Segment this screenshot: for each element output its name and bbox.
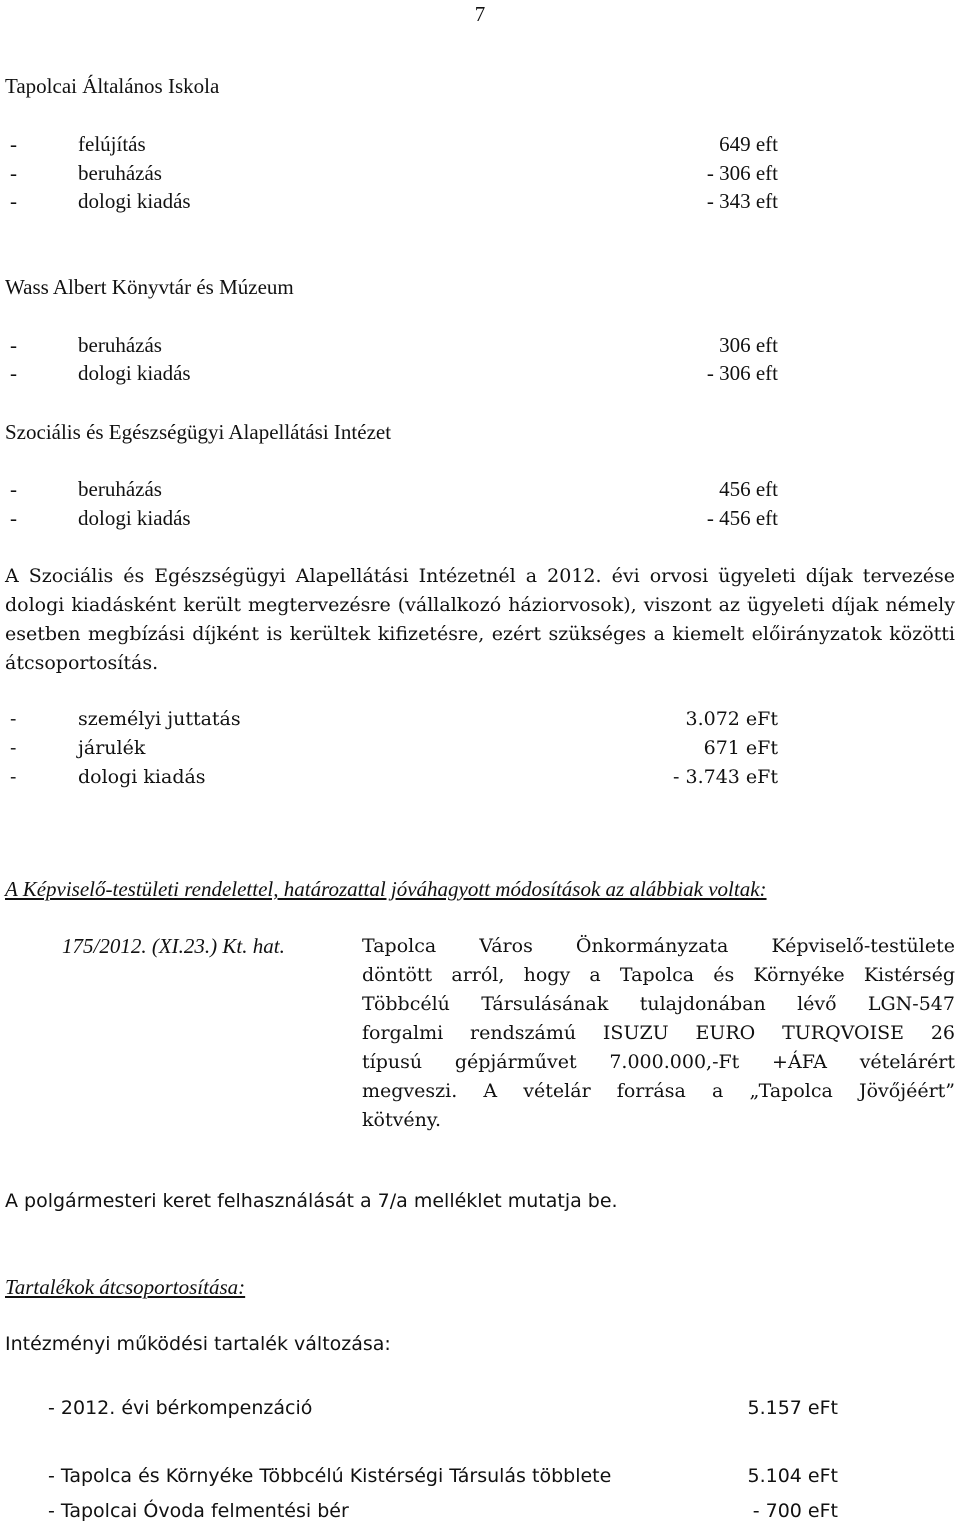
decision-line: forgalmi rendszámú ISUZU EURO TURQVOISE 26 xyxy=(362,1022,955,1044)
reserve-value: - 700 eFt xyxy=(752,1500,838,1522)
reserve-label: - Tapolca és Környéke Többcélú Kistérségi Társulás többlete xyxy=(48,1465,612,1487)
item-value: - 3.743 eFt xyxy=(673,766,778,788)
paragraph-social-institute: A Szociális és Egészségügyi Alapellátási Intézetnél a 2012. évi orvosi ügyeleti díjak tervezése dologi kiadásként került megtervezésre (vállalkozó háziorvosok), viszont az ügyeleti díjak némely esetben megbízási díjként is kerültek kifizetésre, ezért szükséges a kiemelt előirányzatok közötti átcsoportosítás. xyxy=(5,565,955,674)
item-value: 3.072 eFt xyxy=(685,708,778,730)
section-heading-library: Wass Albert Könyvtár és Múzeum xyxy=(5,275,294,299)
decision-line: kötvény. xyxy=(362,1109,442,1131)
item-dash: - xyxy=(10,333,17,357)
decision-reference: 175/2012. (XI.23.) Kt. hat. xyxy=(62,934,285,958)
list-item xyxy=(10,359,778,388)
item-dash: - xyxy=(10,132,17,156)
decision-text xyxy=(362,932,955,1135)
institutional-reserve-label: Intézményi működési tartalék változása: xyxy=(5,1333,391,1355)
item-label: dologi kiadás xyxy=(78,506,191,530)
item-label: személyi juttatás xyxy=(78,708,241,730)
decision-line: Többcélú Társulásának tulajdonában lévő LGN-547 xyxy=(362,993,955,1015)
item-value: - 343 eft xyxy=(706,189,778,213)
item-label: dologi kiadás xyxy=(78,189,191,213)
item-value: 306 eft xyxy=(719,333,778,357)
item-value: - 306 eft xyxy=(706,161,778,185)
item-label: felújítás xyxy=(78,132,146,156)
decision-line: típusú gépjárművet 7.000.000,-Ft +ÁFA vételárért xyxy=(362,1051,955,1073)
decision-line: megveszi. A vételár forrása a „Tapolca Jövőjéért” xyxy=(362,1080,955,1102)
item-value: - 456 eft xyxy=(706,506,778,530)
item-label: dologi kiadás xyxy=(78,766,206,788)
reserve-value: 5.157 eFt xyxy=(747,1397,838,1419)
item-value: 671 eFt xyxy=(703,737,778,759)
list-item xyxy=(10,504,778,533)
page-number: 7 xyxy=(474,2,486,26)
item-value: 649 eft xyxy=(719,132,778,156)
item-label: járulék xyxy=(78,737,146,759)
list-item xyxy=(10,159,778,188)
list-item xyxy=(10,475,778,504)
item-label: beruházás xyxy=(78,333,162,357)
list-item xyxy=(10,734,778,763)
item-value: 456 eft xyxy=(719,477,778,501)
list-item xyxy=(10,331,778,360)
list-item xyxy=(10,763,778,792)
mayor-frame-text: A polgármesteri keret felhasználását a 7/a melléklet mutatja be. xyxy=(5,1190,618,1212)
decision-line: Tapolca Város Önkormányzata Képviselő-testülete xyxy=(362,935,955,957)
reserve-label: - 2012. évi bérkompenzáció xyxy=(48,1397,313,1419)
item-dash: - xyxy=(10,506,17,530)
list-item xyxy=(10,187,778,216)
list-item xyxy=(0,1394,838,1423)
modifications-heading: A Képviselő-testületi rendelettel, határozattal jóváhagyott módosítások az alábbiak voltak: xyxy=(5,877,767,901)
list-item xyxy=(0,1462,838,1491)
item-dash: - xyxy=(10,161,17,185)
item-dash: - xyxy=(10,189,17,213)
item-dash: - xyxy=(10,708,17,730)
reserves-heading: Tartalékok átcsoportosítása: xyxy=(5,1275,246,1299)
reserve-label: - Tapolcai Óvoda felmentési bér xyxy=(48,1500,349,1522)
list-item xyxy=(0,1497,838,1526)
section-heading-social: Szociális és Egészségügyi Alapellátási Intézet xyxy=(5,420,392,444)
item-value: - 306 eft xyxy=(706,361,778,385)
item-dash: - xyxy=(10,477,17,501)
item-label: beruházás xyxy=(78,477,162,501)
decision-line: döntött arról, hogy a Tapolca és Környéke Kistérség xyxy=(362,964,955,986)
item-label: beruházás xyxy=(78,161,162,185)
list-item xyxy=(10,705,778,734)
item-dash: - xyxy=(10,737,17,759)
list-item xyxy=(10,130,778,159)
item-label: dologi kiadás xyxy=(78,361,191,385)
section-heading-school: Tapolcai Általános Iskola xyxy=(5,74,220,98)
item-dash: - xyxy=(10,361,17,385)
reserve-value: 5.104 eFt xyxy=(747,1465,838,1487)
item-dash: - xyxy=(10,766,17,788)
